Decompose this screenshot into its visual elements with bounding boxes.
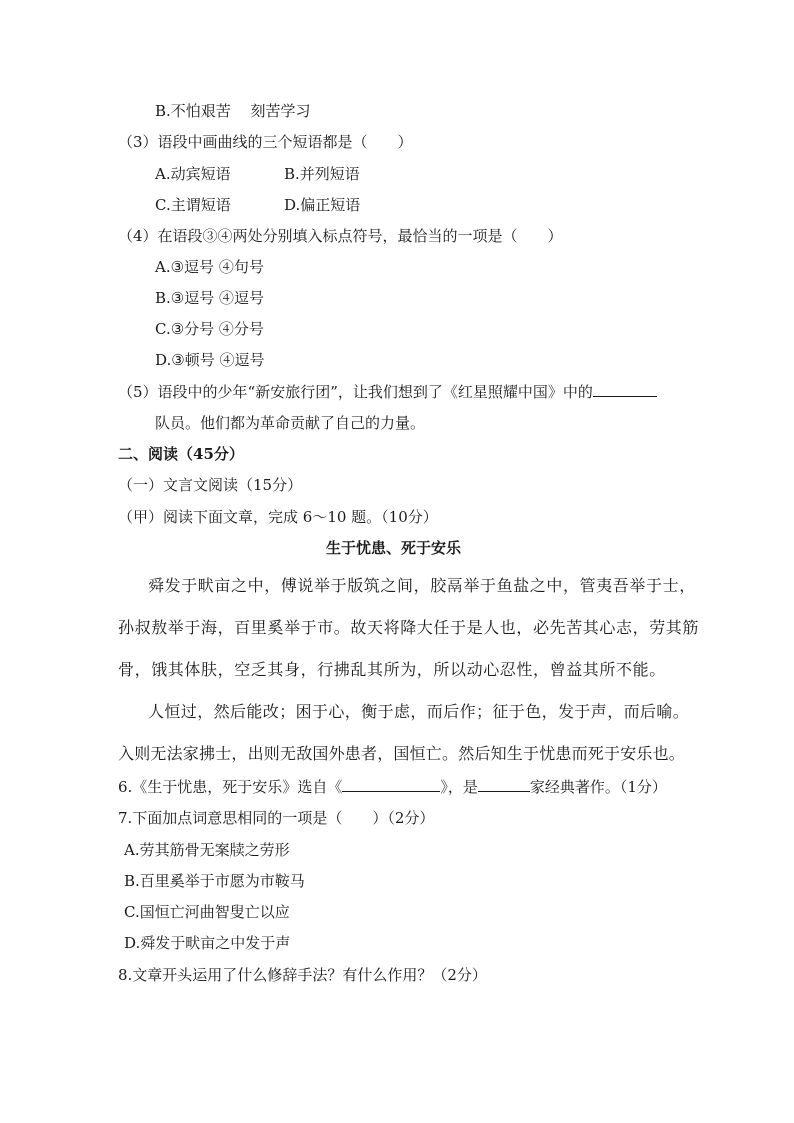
option-b-prev: B.不怕艰苦 刻苦学习 <box>155 102 311 120</box>
answer-blank[interactable] <box>593 382 657 397</box>
question-6-text-2: 》，是 <box>440 778 478 796</box>
passage-line: 舜发于畎亩之中，傅说举于版筑之间，胶鬲举于鱼盐之中，管夷吾举于士， <box>148 576 696 595</box>
question-5-text: （5）语段中的少年“新安旅行团”，让我们想到了《红星照耀中国》中的 <box>118 383 593 401</box>
answer-blank[interactable] <box>478 777 530 792</box>
question-7-option-d: D.舜发于畎亩之中发于声 <box>124 934 291 952</box>
question-4-option-a: A.③逗号 ④句号 <box>155 258 264 276</box>
subsection-heading: （一）文言文阅读（15分） <box>118 476 303 494</box>
question-4-option-d: D.③顿号 ④逗号 <box>155 351 265 369</box>
question-3-option-b: B.并列短语 <box>284 165 360 183</box>
question-5-continuation: 队员。他们都为革命贡献了自己的力量。 <box>155 414 426 432</box>
passage-line: 骨，饿其体肤，空乏其身，行拂乱其所为，所以动心忍性，曾益其所不能。 <box>118 660 666 679</box>
question-8-stem: 8.文章开头运用了什么修辞手法？有什么作用？（2分） <box>118 966 487 984</box>
passage-title: 生于忧患、死于安乐 <box>326 539 462 557</box>
passage-line: 人恒过，然后能改；困于心，衡于虑，而后作；征于色，发于声，而后喻。 <box>148 702 690 721</box>
question-7-option-b: B.百里奚举于市愿为市鞍马 <box>124 872 305 890</box>
answer-blank[interactable] <box>342 777 440 792</box>
question-6-text-3: 家经典著作。（1分） <box>529 778 667 796</box>
question-4-option-c: C.③分号 ④分号 <box>155 320 264 338</box>
question-6-stem <box>118 777 667 797</box>
question-7-option-c: C.国恒亡河曲智叟亡以应 <box>124 903 290 921</box>
question-4-stem: （4）在语段③④两处分别填入标点符号，最恰当的一项是（ ） <box>118 227 563 245</box>
question-3-option-a: A.动宾短语 <box>155 165 231 183</box>
question-7-stem: 7.下面加点词意思相同的一项是（ ）（2分） <box>118 809 435 827</box>
question-3-option-c: C.主谓短语 <box>155 196 231 214</box>
passage-line: 孙叔敖举于海，百里奚举于市。故天将降大任于是人也，必先苦其心志，劳其筋 <box>118 618 700 637</box>
question-4-option-b: B.③逗号 ④逗号 <box>155 289 265 307</box>
question-5-stem <box>118 382 657 402</box>
question-3-option-d: D.偏正短语 <box>284 196 361 214</box>
section-heading: 二、阅读（45分） <box>118 445 244 463</box>
question-6-text-1: 6.《生于忧患，死于安乐》选自《 <box>118 778 343 796</box>
passage-line: 入则无法家拂士，出则无敌国外患者，国恒亡。然后知生于忧患而死于安乐也。 <box>118 744 686 763</box>
question-7-option-a: A.劳其筋骨无案牍之劳形 <box>124 841 290 859</box>
question-3-stem: （3）语段中画曲线的三个短语都是（ ） <box>118 133 413 151</box>
subsection-instruction: （甲）阅读下面文章，完成 6～10 题。（10分） <box>118 508 438 526</box>
